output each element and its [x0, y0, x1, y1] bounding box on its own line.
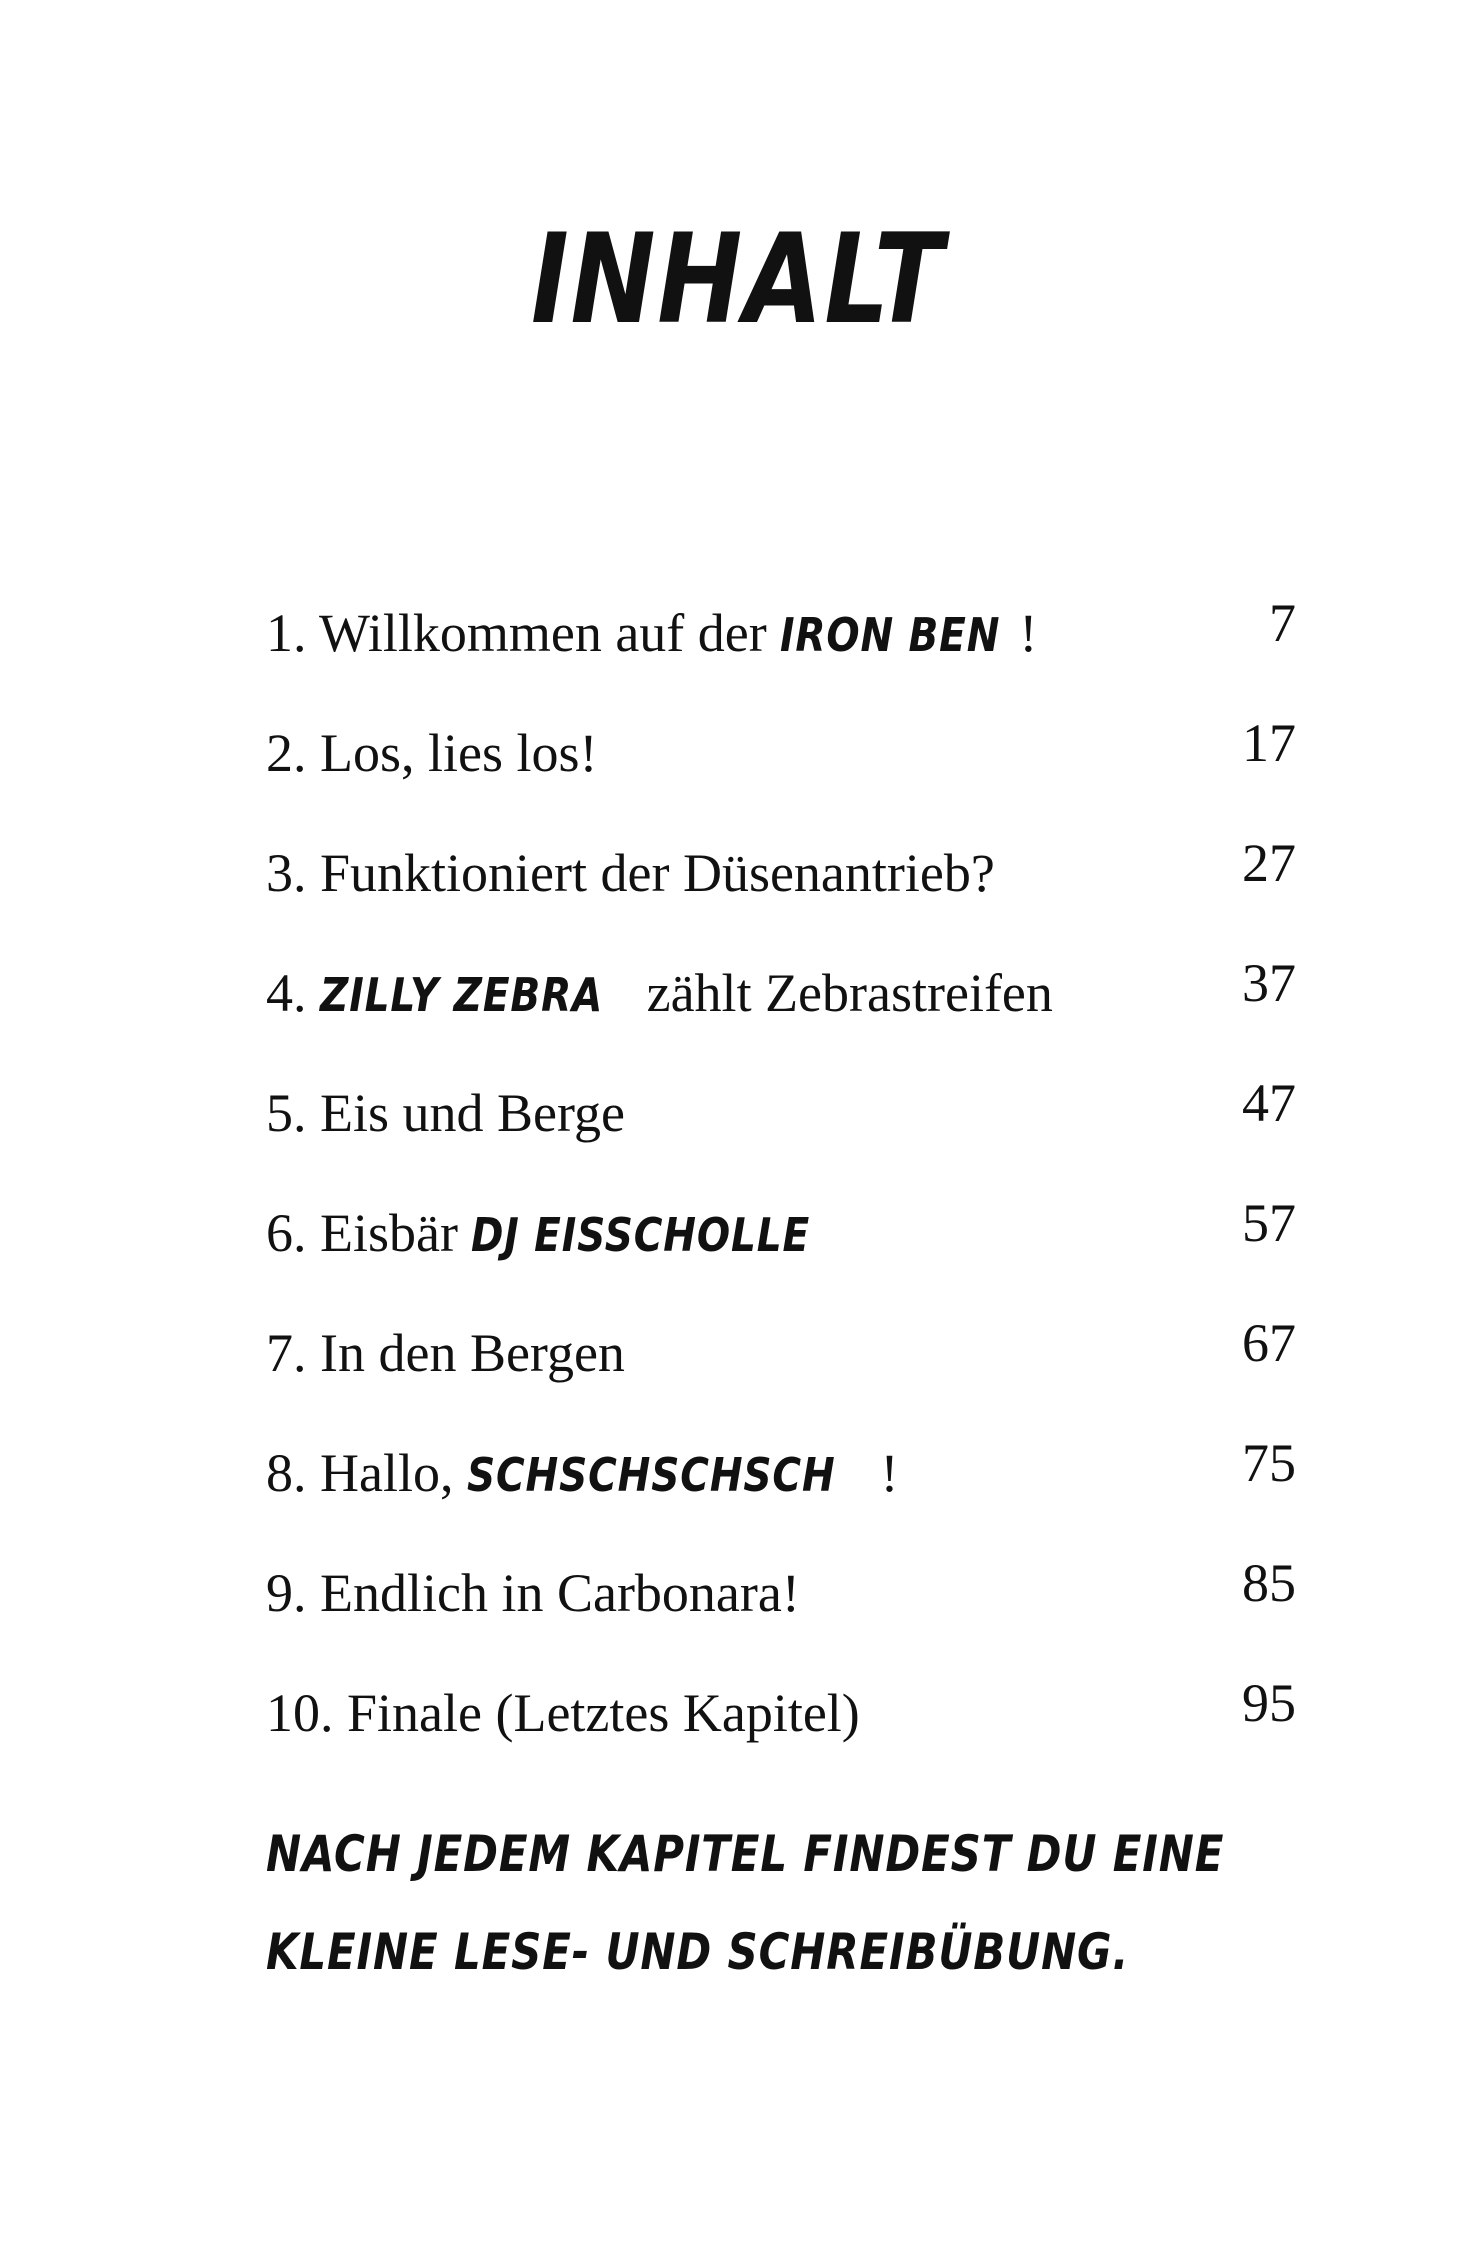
chapter-page-number: 85 — [1242, 1553, 1296, 1613]
chapter-title-text: Eisbär — [320, 1203, 458, 1263]
chapter-title-text: Los, lies los! — [320, 723, 598, 783]
chapter-title-highlight: IRON BEN — [780, 608, 1001, 662]
chapter-number: 2. — [266, 723, 307, 783]
chapter-page-number: 95 — [1242, 1673, 1296, 1733]
chapter-number: 3. — [266, 843, 307, 903]
toc-row — [266, 833, 1296, 958]
chapter-page-number: 75 — [1242, 1433, 1296, 1493]
exercise-note — [266, 1805, 1225, 2001]
toc-entry-title — [266, 1678, 860, 1748]
toc-row — [266, 1193, 1296, 1318]
toc-entry-title — [266, 1198, 850, 1270]
chapter-title-text: In den Bergen — [320, 1323, 625, 1383]
chapter-title-text: Eis und Berge — [320, 1083, 625, 1143]
toc-row — [266, 1553, 1296, 1678]
chapter-number: 10. — [266, 1683, 334, 1743]
chapter-title-highlight: DJ EISSCHOLLE — [471, 1208, 811, 1262]
chapter-title-highlight: SCHSCHSCHSCH — [466, 1448, 836, 1502]
toc-row — [266, 1433, 1296, 1558]
chapter-title-text: Finale (Letztes Kapitel) — [347, 1683, 860, 1743]
chapter-number: 6. — [266, 1203, 307, 1263]
toc-row — [266, 953, 1296, 1078]
exercise-note-line-1: NACH JEDEM KAPITEL FINDEST DU EINE — [266, 1825, 1225, 1883]
chapter-page-number: 47 — [1242, 1073, 1296, 1133]
toc-entry-title — [266, 1078, 625, 1148]
toc-entry-title — [266, 838, 995, 908]
chapter-number: 5. — [266, 1083, 307, 1143]
chapter-title-text: Willkommen auf der — [319, 603, 767, 663]
chapter-number: 4. — [266, 963, 307, 1023]
chapter-title-suffix: ! — [1019, 603, 1038, 663]
toc-entry-title — [266, 1318, 625, 1388]
chapter-number: 9. — [266, 1563, 307, 1623]
toc-entry-title — [266, 1558, 800, 1628]
toc-entry-title — [266, 958, 1053, 1030]
chapter-title-text: Hallo, — [320, 1443, 454, 1503]
chapter-title-suffix: zählt Zebrastreifen — [646, 963, 1053, 1023]
toc-row — [266, 1073, 1296, 1198]
exercise-note-line-2: KLEINE LESE- UND SCHREIBÜBUNG. — [266, 1923, 1130, 1981]
chapter-number: 1. — [266, 603, 307, 663]
toc-row — [266, 593, 1296, 718]
toc-entry-title — [266, 598, 1037, 670]
toc-entry-title — [266, 1438, 899, 1510]
chapter-number: 8. — [266, 1443, 307, 1503]
chapter-title-text: Endlich in Carbonara! — [320, 1563, 800, 1623]
table-of-contents — [266, 593, 1296, 1798]
toc-row — [266, 1673, 1296, 1798]
toc-row — [266, 713, 1296, 838]
chapter-page-number: 57 — [1242, 1193, 1296, 1253]
chapter-title-text: Funktioniert der Düsenantrieb? — [320, 843, 995, 903]
chapter-page-number: 37 — [1242, 953, 1296, 1013]
chapter-page-number: 67 — [1242, 1313, 1296, 1373]
toc-row — [266, 1313, 1296, 1438]
chapter-page-number: 27 — [1242, 833, 1296, 893]
chapter-page-number: 7 — [1269, 593, 1296, 653]
chapter-title-suffix: ! — [880, 1443, 899, 1503]
chapter-page-number: 17 — [1242, 713, 1296, 773]
chapter-number: 7. — [266, 1323, 307, 1383]
chapter-title-highlight: ZILLY ZEBRA — [320, 968, 604, 1022]
toc-entry-title — [266, 718, 598, 788]
page-title: INHALT — [531, 208, 945, 352]
